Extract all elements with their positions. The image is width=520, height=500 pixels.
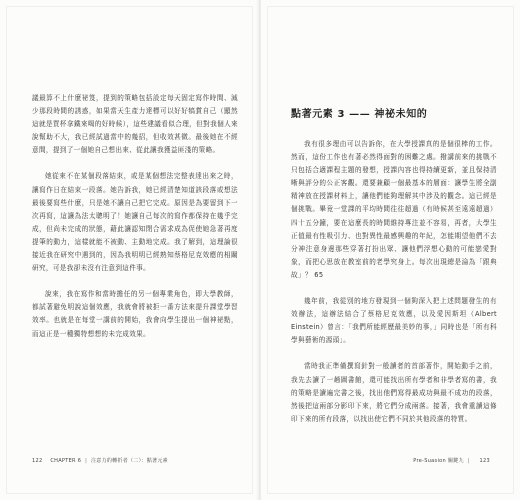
book-title: Pre-Suasion 關鍵九	[413, 458, 464, 464]
right-page-footer	[413, 457, 490, 464]
right-page	[261, 0, 520, 500]
footer-separator: |	[85, 458, 88, 464]
footer-separator: |	[467, 458, 470, 464]
right-paragraph-2: 幾年前，我從別的地方發現到一個夠深入把上述問題發生的有效辦法，這辦法結合了蔡格尼克效應，以及愛因斯坦（Albert Einstein）曾言：「我們所能經歷最美妙的事，」同時也是「所有科學與藝術的源頭」。	[291, 297, 497, 345]
chapter-label: CHAPTER 6	[50, 458, 82, 464]
left-paragraph-2: 她從來不在某個段落結束，或是某個想法完整表達出來之時，讓寫作日在結束一段落。她告訴我，她已經清楚知道該段落或想法最後要寫些什麼，只是她不讓自己把它完成。原因是為要留到下一次再寫，這讓為法太聰明了！她讓自己每次的寫作都保持在幾乎完成，但尚未完成的狀態，藉此讓認知閉合需求成為促使她急著再度提筆的動力，這樣就能不被動、主動地完成。我了解到，這理論很接近我在研究中遇到的，因為我明明已經熟知蔡格尼克效應的相關研究，可是我卻未沒有注意到這件事。	[32, 172, 238, 273]
left-page-number: 122	[32, 458, 43, 464]
left-page	[0, 0, 259, 500]
left-page-footer	[32, 457, 168, 464]
section-heading: 點著元素 3 —— 神祕未知的	[291, 109, 428, 120]
left-page-text-column	[32, 92, 238, 354]
right-page-number: 123	[479, 458, 490, 464]
right-paragraph-3: 當時我正準備撰寫針對一般讀者的首部著作，開始動手之前，我先去讀了一趟圖書館，還可能找出所有學者和非學者寫的書，我的策略是讀遍完書之後，找出他們寫得最成功與最不成功的段落，然後把這兩部分影印下來，將它們分成兩落。接著，我會重讀這條印下來的所有段落，以找出使它們不同於其他段落的特質。	[291, 362, 497, 423]
right-page-text-column	[291, 138, 497, 439]
right-paragraph-1: 我有很多理由可以告訴你，在大學授課真的是個很棒的工作。然而，這份工作也有著必然得面對的困難之處。撥講前來的挑戰不只包括合適課程主題的發想，授課內容也得持續更新，並且保持清晰與評分的公正客觀。還要兼顧一個最基本的層面：讓學生將全副精神放在授課材料上，讓他們能夠理解其中涉及的觀念。這已經是個挑戰。畢竟一堂課的平均時間往往超過（有時候甚至遠遠超過）四十五分鐘，要在這麼長的時間維持專注並不容易，再者，大學生正值最有性吸引力、也對異性最感興趣的年紀，怎能期望他們不去分神注意身邊那些穿著打扮出眾、讓他們浮想心動的可能戀愛對象，而把心思放在教室前的老學究身上。每次出現總是淪為「跟典故」？ 65	[291, 140, 497, 279]
chapter-title: 注意力的轉折者（二）：點著元素	[90, 458, 168, 464]
left-paragraph-1: 議最算不上什麼祕笈，提到的策略包括設定每天固定寫作時間、減少那段時間的誘惑，如果當天生產力達標可以好好犒賞自己（顯然這就是買杯拿鐵來喝的好時候），這些建議看似合理，但對我個人來說幫助不大，我已經試過當中的幾招，但收效甚微。最後她在不經意間，提到了一個她自己想出來、從此讓我獲益匪淺的策略。	[32, 94, 238, 155]
left-paragraph-3: 說來，我在寫作和當時擔任的另一個專業角色，即大學教師，都試著避免明說這個效應，我就會將被拒一番方法來提升課堂學習效率。也就是在每堂一講前的開始，我會向學生提出一個神祕點，而這正是一種獨特想想的未完成效果。	[32, 290, 238, 338]
